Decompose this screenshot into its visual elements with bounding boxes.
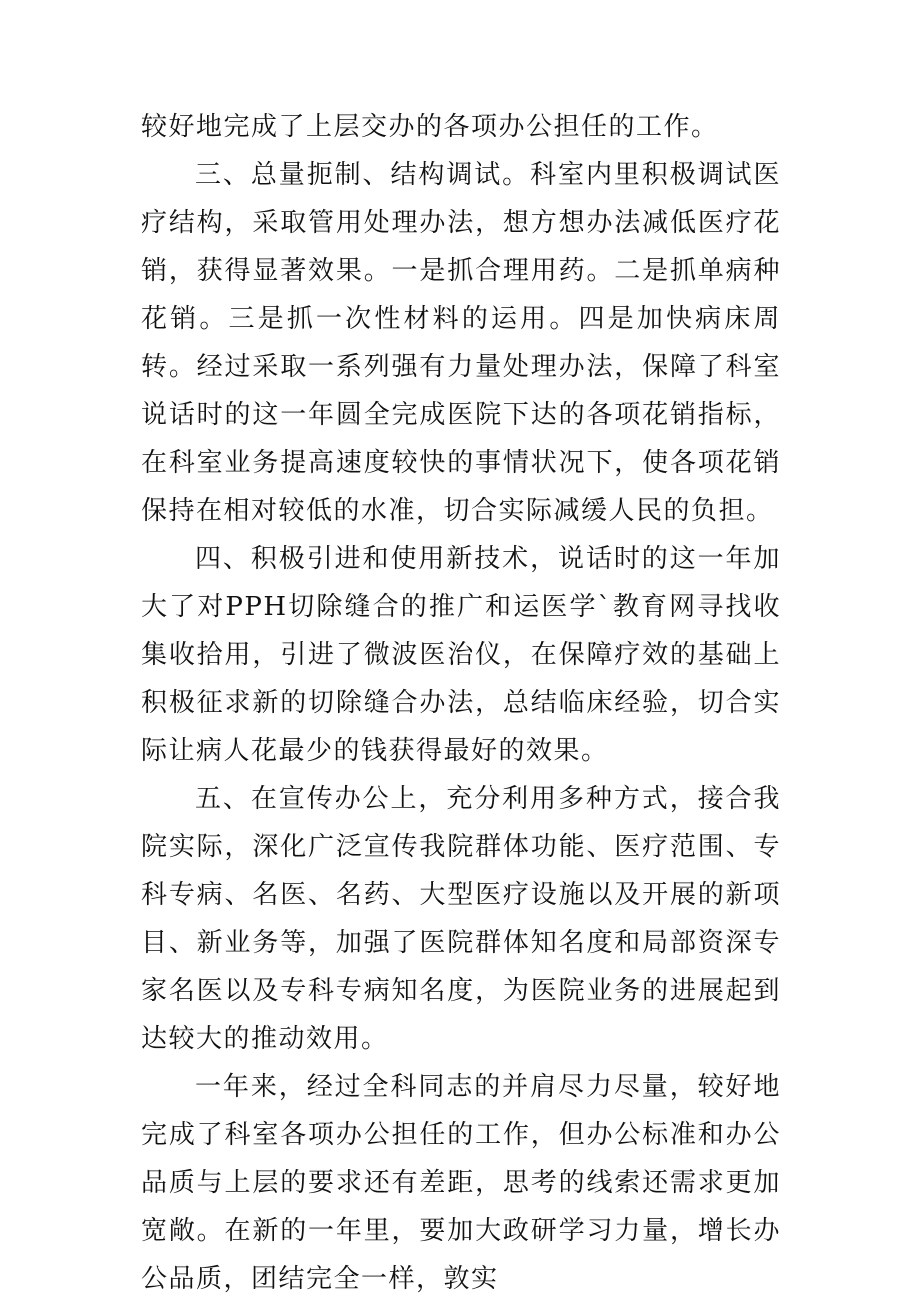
document-body	[141, 103, 781, 1303]
paragraph-1: 较好地完成了上层交办的各项办公担任的工作。	[141, 112, 719, 142]
paragraph-5: 一年来，经过全科同志的并肩尽力尽量，较好地完成了科室各项办公担任的工作，但办公标准和办公品质与上层的要求还有差距，思考的线索还需求更加宽敞。在新的一年里，要加大政研学习力量，增长办公品质，团结完全一样，敦实	[141, 1072, 781, 1294]
paragraph-2: 三、总量扼制、结构调试。科室内里积极调试医疗结构，采取管用处理办法，想方想办法减低医疗花销，获得显著效果。一是抓合理用药。二是抓单病种花销。三是抓一次性材料的运用。四是加快病床周转。经过采取一系列强有力量处理办法，保障了科室说话时的这一年圆全完成医院下达的各项花销指标，在科室业务提高速度较快的事情状况下，使各项花销保持在相对较低的水准，切合实际减缓人民的负担。	[141, 160, 781, 526]
paragraph-3: 四、积极引进和使用新技术，说话时的这一年加大了对PPH切除缝合的推广和运医学`教育网寻找收集收拾用，引进了微波医治仪，在保障疗效的基础上积极征求新的切除缝合办法，总结临床经验，切合实际让病人花最少的钱获得最好的效果。	[141, 544, 781, 766]
paragraph-4: 五、在宣传办公上，充分利用多种方式，接合我院实际，深化广泛宣传我院群体功能、医疗范围、专科专病、名医、名药、大型医疗设施以及开展的新项目、新业务等，加强了医院群体知名度和局部资深专家名医以及专科专病知名度，为医院业务的进展起到达较大的推动效用。	[141, 784, 781, 1054]
